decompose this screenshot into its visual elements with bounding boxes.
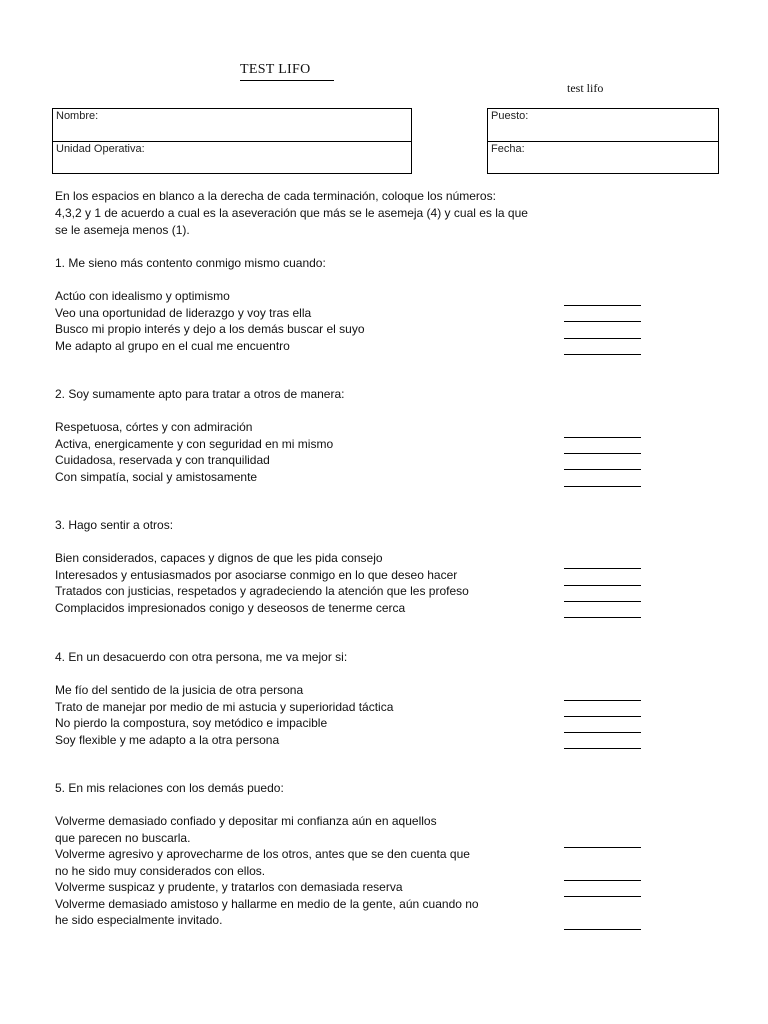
question-2-options	[55, 419, 333, 485]
answer-blank[interactable]	[564, 338, 641, 339]
option-text: Activa, energicamente y con seguridad en mi mismo	[55, 436, 334, 451]
answer-blank[interactable]	[564, 896, 641, 897]
option-text: Cuidadosa, reservada y con tranquilidad	[55, 453, 270, 467]
answer-blank[interactable]	[564, 469, 641, 470]
option-text: he sido especialmente invitado.	[55, 913, 223, 927]
option-text: Complacidos impresionados conigo y deseosos de tenerme cerca	[55, 600, 406, 615]
answer-blank[interactable]	[564, 716, 641, 717]
option-text: Busco mi propio interés y dejo a los demás buscar el suyo	[55, 322, 365, 336]
question-3-options	[55, 550, 469, 616]
question-2: 2. Soy sumamente apto para tratar a otros de manera:	[55, 387, 345, 401]
answer-blank[interactable]	[564, 585, 641, 586]
option-text: que parecen no buscarla.	[55, 830, 191, 845]
instructions-line: se le asemeja menos (1).	[55, 223, 190, 237]
fecha-field[interactable]: Fecha:	[488, 141, 718, 173]
question-4-options	[55, 682, 393, 748]
answer-blank[interactable]	[564, 453, 641, 454]
question-5: 5. En mis relaciones con los demás puedo:	[55, 781, 284, 795]
answer-blank[interactable]	[564, 437, 641, 438]
option-text: Interesados y entusiasmados por asociarse conmigo en lo que deseo hacer	[55, 567, 458, 582]
answer-blank[interactable]	[564, 700, 641, 701]
answer-blank[interactable]	[564, 880, 641, 881]
puesto-field[interactable]: Puesto:	[491, 110, 529, 122]
answer-blank[interactable]	[564, 748, 641, 749]
option-text: Me fío del sentido de la jusicia de otra persona	[55, 683, 304, 697]
option-text: Volverme demasiado confiado y depositar mi confianza aún en aquellos	[55, 814, 437, 828]
option-text: Veo una oportunidad de liderazgo y voy tras ella	[55, 305, 312, 320]
answer-blank[interactable]	[564, 321, 641, 322]
option-text: Volverme suspicaz y prudente, y tratarlos con demasiada reserva	[55, 880, 403, 894]
answer-blank[interactable]	[564, 486, 641, 487]
option-text: Respetuosa, córtes y con admiración	[55, 420, 253, 434]
option-text: Soy flexible y me adapto a la otra persona	[55, 732, 280, 747]
option-text: Volverme agresivo y aprovecharme de los otros, antes que se den cuenta que	[55, 847, 470, 861]
instructions-line: 4,3,2 y 1 de acuerdo a cual es la aseveración que más se le asemeja (4) y cual es la que	[55, 206, 528, 220]
option-text: Con simpatía, social y amistosamente	[55, 469, 258, 484]
option-text: Actúo con idealismo y optimismo	[55, 289, 230, 303]
question-4: 4. En un desacuerdo con otra persona, me va mejor si:	[55, 650, 348, 664]
answer-blank[interactable]	[564, 305, 641, 306]
position-box	[487, 108, 719, 174]
page-subtitle: test lifo	[567, 81, 604, 95]
option-text: Tratados con justicias, respetados y agradeciendo la atención que les profeso	[55, 584, 469, 598]
option-text: No pierdo la compostura, soy metódico e impacible	[55, 716, 328, 730]
identity-box	[52, 108, 412, 174]
instructions-line: En los espacios en blanco a la derecha de cada terminación, coloque los números:	[55, 189, 496, 203]
option-text: Trato de manejar por medio de mi astucia y superioridad táctica	[55, 699, 394, 714]
unidad-operativa-field[interactable]: Unidad Operativa:	[53, 141, 411, 173]
question-1: 1. Me sieno más contento conmigo mismo cuando:	[55, 256, 326, 270]
nombre-field[interactable]: Nombre:	[56, 110, 99, 122]
answer-blank[interactable]	[564, 929, 641, 930]
instructions	[55, 188, 565, 239]
option-text: Volverme demasiado amistoso y hallarme en medio de la gente, aún cuando no	[55, 896, 479, 911]
question-3: 3. Hago sentir a otros:	[55, 518, 174, 532]
option-text: Me adapto al grupo en el cual me encuentro	[55, 338, 290, 353]
answer-blank[interactable]	[564, 354, 641, 355]
option-text: no he sido muy considerados con ellos.	[55, 863, 266, 878]
answer-blank[interactable]	[564, 732, 641, 733]
question-1-options	[55, 288, 365, 354]
answer-blank[interactable]	[564, 568, 641, 569]
page-title: TEST LIFO	[240, 62, 334, 81]
question-5-options	[55, 813, 479, 929]
option-text: Bien considerados, capaces y dignos de que les pida consejo	[55, 551, 383, 565]
answer-blank[interactable]	[564, 617, 641, 618]
answer-blank[interactable]	[564, 847, 641, 848]
answer-blank[interactable]	[564, 601, 641, 602]
